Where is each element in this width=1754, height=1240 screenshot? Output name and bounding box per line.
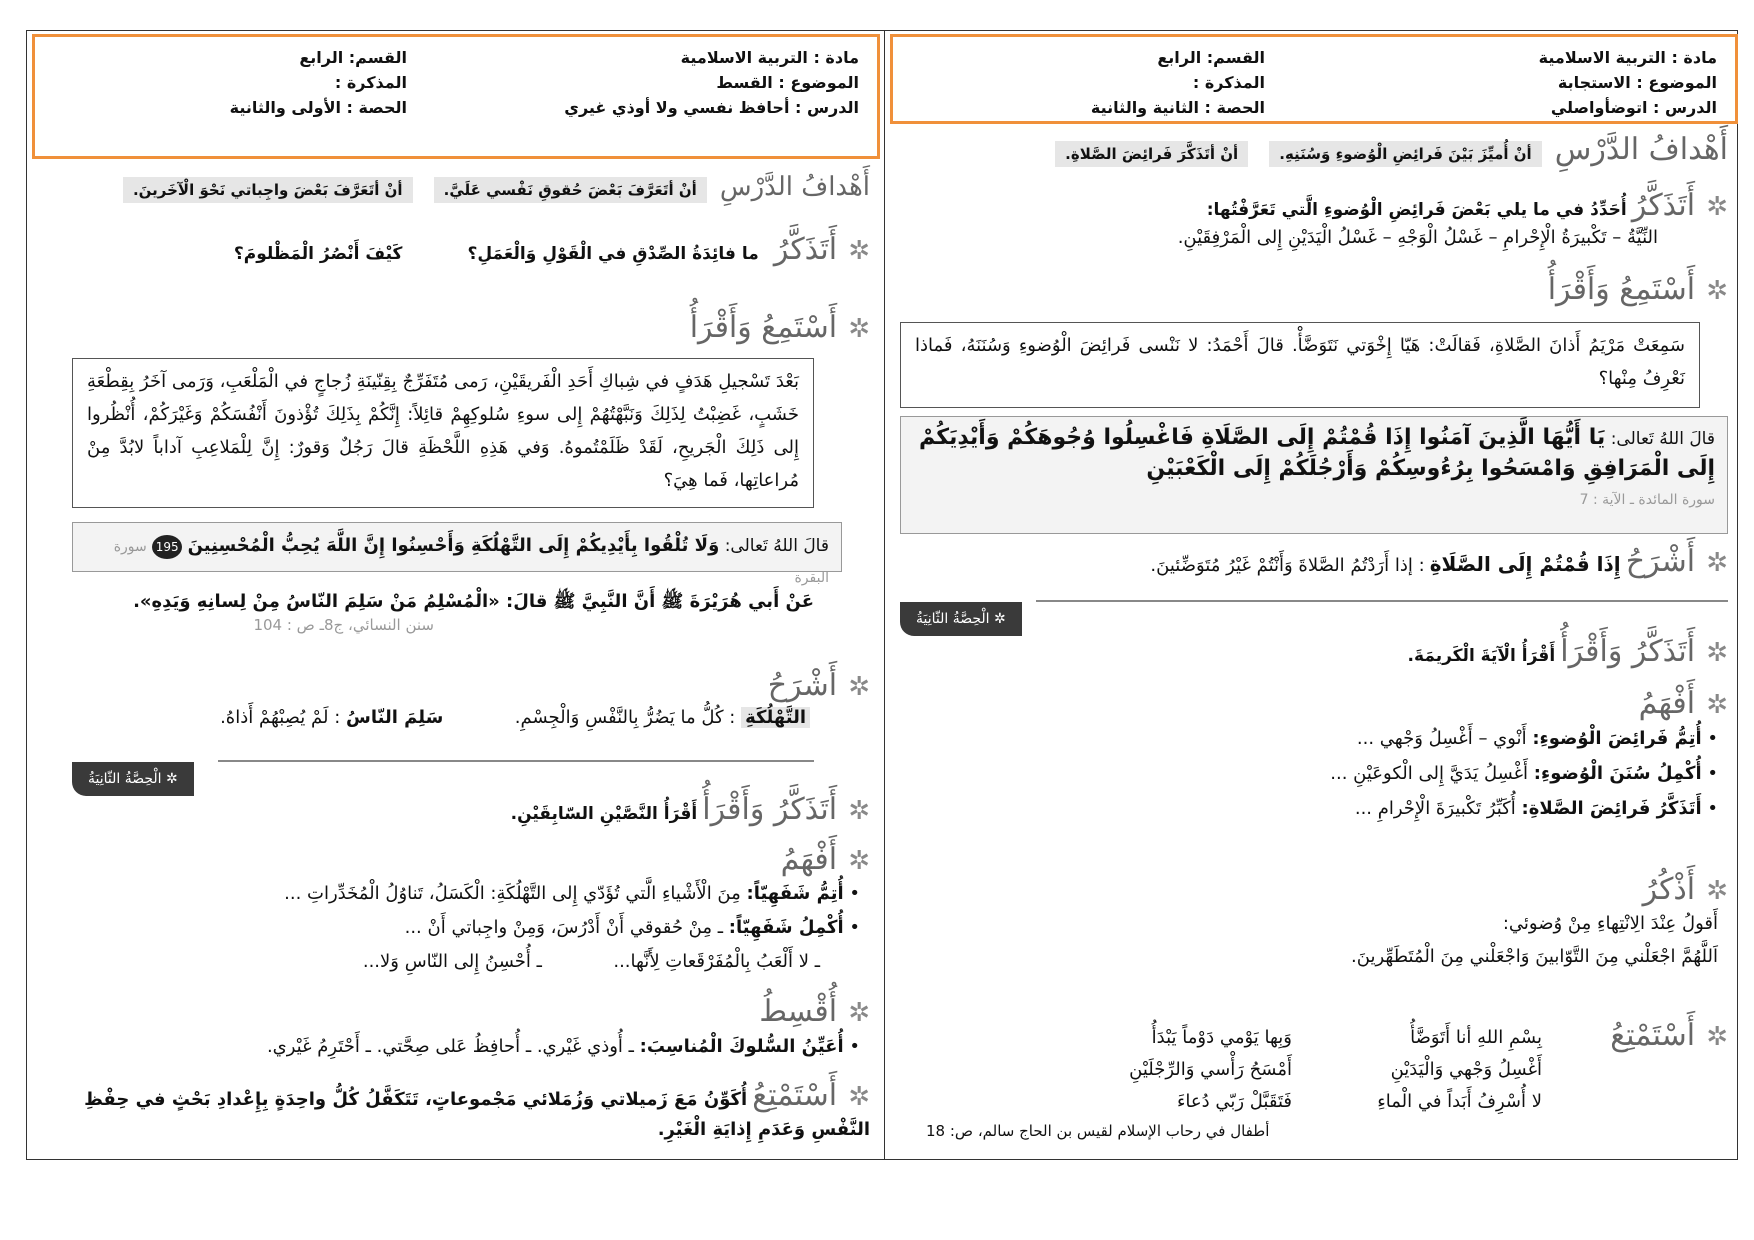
second-period-label: الْحِصَّةُ الثّانِيَةُ	[916, 611, 990, 627]
remember-question: أُحَدِّدُ في ما يلي بَعْضَ فَرائِضِ الْوُضوءِ الَّتي تَعَرَّفْتُها:	[1206, 200, 1627, 220]
right-header-box	[890, 34, 1738, 124]
objectives-title: أَهْدافُ الدَّرْسِ	[719, 172, 870, 202]
star-icon: ✲	[848, 998, 870, 1028]
objectives-title: أَهْدافُ الدَّرْسِ	[1554, 132, 1728, 167]
objectives-section	[42, 172, 870, 202]
understand-title: أَفْهَمُ	[780, 842, 838, 877]
remember-read-text: أَقْرَأُ الْآيَةَ الْكَريمَةَ.	[1407, 646, 1556, 666]
star-icon: ✲	[161, 771, 178, 787]
verse-intro: قالَ اللهُ تَعالى:	[1610, 429, 1715, 449]
understand-item: • أَتَذَكَّرُ فَرائِضَ الصَّلاةِ: أُكَبِّرُ تَكْبيرَةَ الْإِحْرامِ ...	[1354, 798, 1718, 819]
period: الحصة : الأولى والثانية	[229, 98, 407, 117]
topic: الموضوع : القسط	[716, 73, 859, 92]
listen-section	[900, 272, 1728, 307]
understand-item: • أُكْمِلُ سُنَنَ الْوُضوءِ: أَغْسِلُ يَدَيَّ إِلى الْكوعَيْنِ ...	[1330, 763, 1718, 784]
explain-section	[900, 544, 1728, 581]
explain-word: إِذَا قُمْتُمْ إِلَى الصَّلَاةِ	[1429, 552, 1621, 576]
star-icon: ✲	[848, 1082, 870, 1112]
remember-read-section	[900, 634, 1728, 669]
star-icon: ✲	[848, 796, 870, 826]
hadith-source: سنن النسائي، ج8ـ ص : 104	[253, 616, 434, 634]
remember-items: النِّيَّةُ – تَكْبيرَةُ الْإِحْرامِ – غَسْلُ الْوَجْهِ – غَسْلُ الْيَدَيْنِ إِلى الْمَرْفِقَيْنِ.	[1177, 227, 1658, 248]
verse-text: وَلَا تُلْقُوا بِأَيْدِيكُمْ إِلَى التَّهْلُكَةِ وَأَحْسِنُوا إِنَّ اللَّهَ يُحِبُّ الْمُحْسِنِينَ	[187, 535, 720, 556]
remember-read-section	[42, 792, 870, 827]
explain-meaning: : لَمْ يُصِبْهُمْ أَذاهُ.	[220, 707, 341, 728]
objective-item: أنْ أُميِّزَ بَيْنَ فَرائِضِ الْوُضوءِ وَسُنَنِهِ.	[1269, 141, 1541, 167]
quran-verse-box	[900, 416, 1728, 534]
star-icon: ✲	[848, 314, 870, 344]
star-icon: ✲	[1706, 1022, 1728, 1052]
objective-item: أنْ أتَذَكَّرَ فَرائِضَ الصَّلاةِ.	[1055, 141, 1248, 167]
understand-item: • أُكْمِلُ شَفَهِيّاً: ـ مِنْ حُقوقي أَنْ أَدْرُسَ، وَمِنْ واجِباتي أَنْ ...	[404, 917, 860, 938]
qist-section: ✲ أُقْسِطُ • أُعَيِّنُ السُّلوكَ الْمُناسِبَ: ـ أُوذي غَيْري. ـ أُحافِظُ عَلى صِحَّتي. ـ أَحْتَرِمُ غَيْري.	[266, 994, 870, 1057]
dhikr-line: اَللَّهُمَّ اجْعَلْني مِنَ التَّوّابينَ وَاجْعَلْني مِنَ الْمُتَطَهِّرينَ.	[1351, 946, 1718, 967]
star-icon: ✲	[989, 611, 1006, 627]
star-icon: ✲	[848, 672, 870, 702]
subject: مادة : التربية الاسلامية	[680, 48, 859, 67]
remember-section	[900, 188, 1728, 253]
star-icon: ✲	[1706, 276, 1728, 306]
explain-word: سَلِمَ النّاسُ	[346, 707, 444, 728]
poem-verse: فَتَقَبَّلْ رَبّي دُعاءَ	[1176, 1091, 1292, 1112]
explain-meaning: : كُلُّ ما يَضُرُّ بِالنَّفْسِ وَالْجِسْمِ.	[514, 707, 736, 728]
hadith-section	[42, 590, 814, 634]
hadith-text: عَنْ أَبي هُرَيْرَةَ ﷺ أَنَّ النَّبِيَّ ﷺ قالَ: «الْمُسْلِمُ مَنْ سَلِمَ النّاسُ مِنْ لِسانِهِ وَيَدِهِ».	[133, 591, 814, 612]
verse-source: سورة البقرة	[113, 539, 829, 586]
listen-title: أَسْتَمِعُ وَأَقْرَأُ	[689, 310, 838, 345]
star-icon: ✲	[1706, 690, 1728, 720]
explain-title: أَشْرَحُ	[1625, 544, 1696, 579]
star-icon: ✲	[848, 236, 870, 266]
second-period-band	[72, 762, 194, 796]
poem-column-1	[1377, 1022, 1542, 1118]
star-icon: ✲	[1706, 192, 1728, 222]
poem-verse: أَغْسِلُ وَجْهي وَالْيَدَيْنِ	[1390, 1059, 1542, 1080]
explain-word: التَّهْلُكَةِ	[741, 707, 810, 728]
understand-section	[900, 686, 1728, 826]
subject: مادة : التربية الاسلامية	[1538, 48, 1717, 67]
memo: المذكرة :	[334, 73, 407, 92]
dhikr-section	[900, 872, 1728, 973]
star-icon: ✲	[848, 846, 870, 876]
star-icon: ✲	[1706, 638, 1728, 668]
poem-source: أطفال في رحاب الإسلام لقيس بن الحاج سالم، ص: 18	[926, 1122, 1270, 1140]
remember-title: أَتَذَكَّرُ	[1631, 188, 1696, 223]
poem-verse: أَمْسَحُ رَأْسي وَالرِّجْلَيْنِ	[1129, 1059, 1292, 1080]
right-lesson-sheet	[886, 32, 1742, 1158]
verse-source: سورة المائدة ـ الآية : 7	[1579, 492, 1715, 508]
understand-item: ـ لا أَلْعَبُ بِالْمُفَرْقَعاتِ لِأَنَّها... ـ أُحْسِنُ إِلى النّاسِ وَلا...	[362, 951, 820, 972]
poem-verse: بِسْمِ اللهِ أنا أَتَوَضَّأُ	[1410, 1027, 1542, 1048]
listen-title: أَسْتَمِعُ وَأَقْرَأُ	[1547, 272, 1696, 307]
qist-options: ـ أُوذي غَيْري. ـ أُحافِظُ عَلى صِحَّتي. ـ أَحْتَرِمُ غَيْري.	[266, 1036, 634, 1057]
grade: القسم: الرابع	[299, 48, 407, 67]
page-divider	[884, 30, 885, 1160]
remember-item: ما فائِدَةُ الصِّدْقِ في الْقَوْلِ وَالْعَمَلِ؟	[467, 244, 759, 264]
enjoy-title: أَسْتَمْتِعُ	[752, 1078, 838, 1113]
understand-section	[42, 842, 870, 979]
poem-verse: لا أُسْرِفُ أَبَداً في الْماءِ	[1377, 1091, 1542, 1112]
remember-read-text: أَقْرَأُ النَّصَّيْنِ السّابِقَيْنِ.	[510, 804, 698, 824]
remember-read-title: أَتَذَكَّرُ وَأَقْرَأُ	[702, 792, 838, 827]
section-divider-line	[218, 760, 814, 762]
remember-section	[42, 232, 870, 267]
verse-intro: قالَ اللهُ تَعالى:	[724, 536, 829, 556]
explain-section	[42, 668, 870, 733]
quran-verse-box	[72, 522, 842, 586]
poem-column-2	[1129, 1022, 1292, 1118]
ayah-number: 195	[152, 535, 182, 559]
qist-instruction: أُعَيِّنُ السُّلوكَ الْمُناسِبَ:	[639, 1036, 844, 1057]
understand-item: • أُتِمُّ فَرائِضَ الْوُضوءِ: أَنْوي – أَغْسِلُ وَجْهي ...	[1356, 728, 1718, 749]
enjoy-title: أَسْتَمْتِعُ	[1610, 1018, 1696, 1053]
lesson: الدرس : أحافظ نفسي ولا أوذي غيري	[564, 98, 859, 117]
star-icon: ✲	[1706, 548, 1728, 578]
enjoy-section	[900, 1018, 1728, 1053]
remember-item: كَيْفَ أَنْصُرُ الْمَظْلومَ؟	[233, 244, 403, 264]
listen-section	[42, 310, 870, 345]
grade: القسم: الرابع	[1157, 48, 1265, 67]
understand-item: • أُتِمُّ شَفَهِيّاً: مِنَ الْأَشْياءِ الَّتي تُؤَدّي إِلى التَّهْلُكَةِ: الْكَسَلُ، تَناوُلُ الْمُخَدِّراتِ ...	[284, 883, 860, 904]
explain-meaning: : إذا أَرَدْتُمُ الصَّلاةَ وَأَنْتُمْ غَيْرُ مُتَوَضِّئينَ.	[1150, 555, 1425, 576]
listen-text-box: سَمِعَتْ مَرْيَمُ أَذانَ الصَّلاةِ، فَقالَتْ: هَيّا إِخْوَتي نَتَوَضَّأْ. قالَ أَحْمَدُ: لا نَنْسى فَرائِضَ الْوُضوءِ وَسُنَنَهُ، فَماذا نَعْرِفُ مِنْها؟	[900, 322, 1700, 408]
objective-item: أنْ أتَعَرَّفَ بَعْضَ واجِباتي نَحْوَ الْآخَرينَ.	[123, 177, 413, 203]
left-lesson-sheet	[28, 32, 884, 1158]
left-header-box	[32, 34, 880, 159]
memo: المذكرة :	[1192, 73, 1265, 92]
explain-title: أَشْرَحُ	[767, 668, 838, 703]
poem-verse: وَبِها يَوْمي دَوْماً يَبْدَأُ	[1151, 1027, 1292, 1048]
second-period-label: الْحِصَّةُ الثّانِيَةُ	[88, 771, 162, 787]
second-period-band	[900, 602, 1022, 636]
objective-item: أنْ أتَعَرَّفَ بَعْضَ حُقوقِ نَفْسي عَلَيَّ.	[434, 177, 707, 203]
topic: الموضوع : الاستجابة	[1557, 73, 1717, 92]
period: الحصة : الثانية والثانية	[1090, 98, 1265, 117]
section-divider-line	[1036, 600, 1728, 602]
objectives-section	[900, 132, 1728, 167]
listen-text-box: بَعْدَ تَسْجيلِ هَدَفٍ في شِباكِ أَحَدِ الْفَريقَيْنِ، رَمى مُتَفَرِّجٌ بِقِنّينَةِ زُجاجٍ في الْمَلْعَبِ، وَرَمى آخَرُ بِقِطْعَةِ خَشَبٍ، غَضِبْتُ لِذَلِكَ وَنَبَّهْتُهُمْ إِلى سوءِ سُلوكِهِمْ قائِلاً: إِنَّكُمْ بِذَلِكَ تُؤْذونَ أَنْفُسَكُمْ وَغَيْرَكُمْ، أُنْظُروا إِلى ذَلِكَ الْجَريحِ، لَقَدْ ظَلَمْتُموهُ. وَفي هَذِهِ اللَّحْظَةِ قالَ رَجُلٌ وَقورٌ: إِنَّ لِلْمَلاعِبِ آداباً لابُدَّ مِنْ مُراعاتِها، فَما هِيَ؟	[72, 358, 814, 508]
enjoy-text: أُكَوِّنُ مَعَ زَميلاتي وَزُمَلائي مَجْموعاتٍ، تَتَكَفَّلُ كُلُّ واحِدَةٍ بِإِعْدادِ بَحْثٍ في حِفْظِ النَّفْسِ وَعَدَمِ إِذايَةِ الْغَيْرِ.	[84, 1089, 870, 1140]
verse-text: يَا أَيُّهَا الَّذِينَ آمَنُوا إِذَا قُمْتُمْ إِلَى الصَّلَاةِ فَاغْسِلُوا وُجُوهَكُمْ وَأَيْدِيَكُمْ إِلَى الْمَرَافِقِ وَامْسَحُوا بِرُءُوسِكُمْ وَأَرْجُلَكُمْ إِلَى الْكَعْبَيْنِ	[919, 425, 1715, 481]
lesson: الدرس : اتوضأواصلي	[1550, 98, 1717, 117]
remember-read-title: أَتَذَكَّرُ وَأَقْرَأُ	[1560, 634, 1696, 669]
enjoy-section	[42, 1078, 870, 1145]
star-icon: ✲	[1706, 876, 1728, 906]
remember-title: أَتَذَكَّرُ	[773, 232, 838, 267]
dhikr-title: أَذْكُرُ	[1642, 872, 1696, 907]
understand-title: أَفْهَمُ	[1638, 686, 1696, 721]
dhikr-line: أَقولُ عِنْدَ الِانْتِهاءِ مِنْ وُضوئي:	[1502, 913, 1718, 934]
qist-title: أُقْسِطُ	[759, 994, 838, 1029]
